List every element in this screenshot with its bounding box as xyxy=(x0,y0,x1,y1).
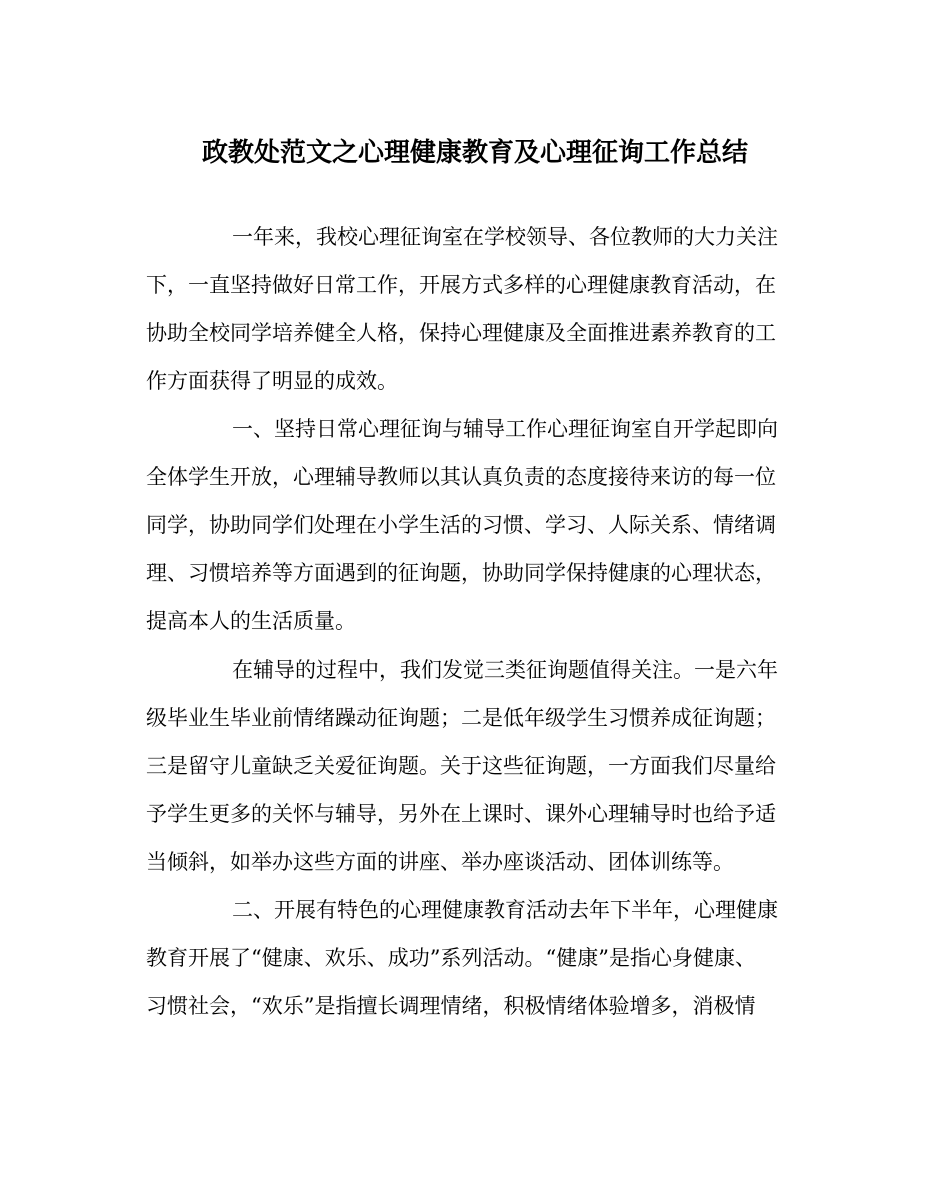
paragraph-line: 在辅导的过程中，我们发觉三类征询题值得关注。一是六年 xyxy=(232,658,778,682)
paragraph-line: 级毕业生毕业前情绪躁动征询题；二是低年级学生习惯养成征询题； xyxy=(146,706,776,730)
document-title: 政教处范文之心理健康教育及心理征询工作总结 xyxy=(201,138,748,168)
paragraph-line: 一年来，我校心理征询室在学校领导、各位教师的大力关注 xyxy=(232,225,778,249)
paragraph-line: 作方面获得了明显的成效。 xyxy=(146,369,398,393)
paragraph-line: 协助全校同学培养健全人格，保持心理健康及全面推进素养教育的工 xyxy=(146,321,776,345)
paragraph-line: 当倾斜，如举办这些方面的讲座、举办座谈活动、团体训练等。 xyxy=(146,850,734,874)
paragraph-line: 全体学生开放，心理辅导教师以其认真负责的态度接待来访的每一位 xyxy=(146,465,776,489)
paragraph-line: 二、开展有特色的心理健康教育活动去年下半年，心理健康 xyxy=(232,898,778,922)
paragraph-line: 予学生更多的关怀与辅导，另外在上课时、课外心理辅导时也给予适 xyxy=(146,802,776,826)
paragraph-line: 下，一直坚持做好日常工作，开展方式多样的心理健康教育活动，在 xyxy=(146,273,776,297)
paragraph-line: 习惯社会，“欢乐”是指擅长调理情绪，积极情绪体验增多，消极情 xyxy=(146,994,756,1018)
paragraph-line: 同学，协助同学们处理在小学生活的习惯、学习、人际关系、情绪调 xyxy=(146,513,776,537)
paragraph-line: 理、习惯培养等方面遇到的征询题，协助同学保持健康的心理状态， xyxy=(146,561,776,585)
paragraph-line: 三是留守儿童缺乏关爱征询题。关于这些征询题，一方面我们尽量给 xyxy=(146,754,776,778)
paragraph-line: 教育开展了“健康、欢乐、成功”系列活动。“健康”是指心身健康、 xyxy=(146,946,756,970)
paragraph-line: 一、坚持日常心理征询与辅导工作心理征询室自开学起即向 xyxy=(232,417,778,441)
paragraph-line: 提高本人的生活质量。 xyxy=(146,609,356,633)
